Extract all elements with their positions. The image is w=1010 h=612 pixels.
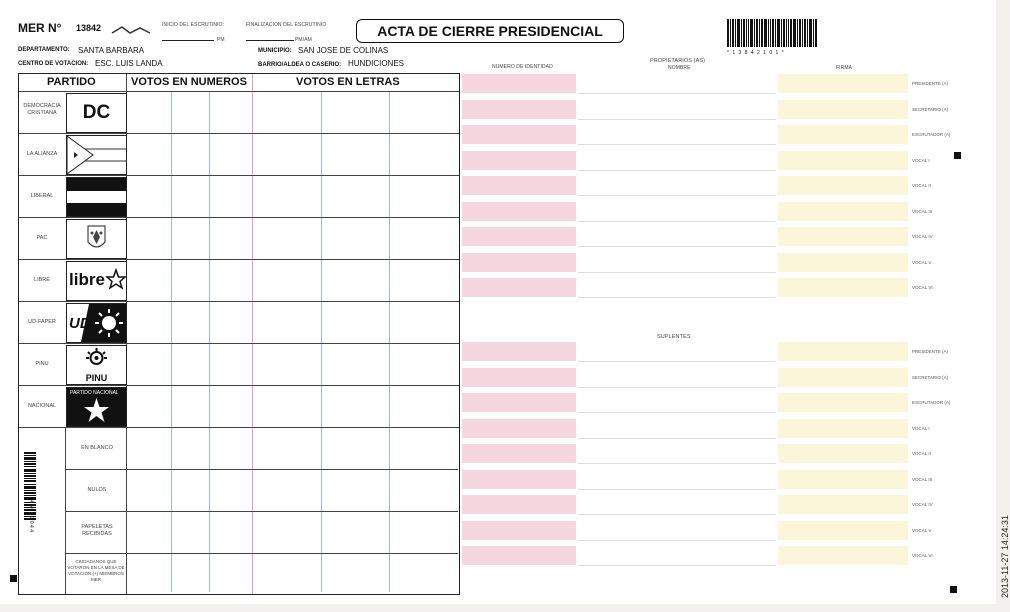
party-row [19,175,459,217]
registration-mark [954,152,961,159]
identidad-field[interactable] [462,176,576,195]
alianza-flag-icon [66,135,127,175]
identidad-field[interactable] [462,546,576,565]
final-line [246,40,294,41]
identidad-field[interactable] [462,419,576,438]
nombre-field[interactable] [578,119,776,120]
identidad-field[interactable] [462,253,576,272]
party-name: LIBRE [34,277,50,283]
identidad-field[interactable] [462,74,576,93]
party-row [19,259,459,301]
nulos-label: NULOS [87,487,107,493]
nombre-field[interactable] [578,489,776,490]
nombre-field[interactable] [578,361,776,362]
inicio-label: INICIO DEL ESCRUTINIO: [162,22,225,28]
role-label: VOCAL VI [912,285,933,290]
role-label: VOCAL V [912,259,932,265]
col-letras: VOTOS EN LETRAS [296,76,400,88]
party-name: NACIONAL [27,403,57,409]
en-blanco-label: EN BLANCO [81,445,113,451]
identidad-field[interactable] [462,151,576,170]
role-label: VOCAL VI [912,553,933,558]
form-title: ACTA DE CIERRE PRESIDENCIAL [356,19,624,43]
pinu-logo-icon [66,345,127,385]
pinu-logo-text: PINU [85,373,108,383]
dc-logo-icon: DC [66,93,127,133]
nombre-field[interactable] [578,438,776,439]
role-label: VOCAL IV [912,234,933,239]
identidad-field[interactable] [462,100,576,119]
barrio-value: HUNDICIONES [348,59,405,68]
party-row [19,133,459,175]
nombre-field[interactable] [578,514,776,515]
party-name: UD-FAPER [28,319,56,325]
role-label: VOCAL II [912,183,931,188]
nombre-field[interactable] [578,170,776,171]
pac-emblem-icon [66,219,127,259]
identidad-field[interactable] [462,470,576,489]
papeletas-label: PAPELETAS RECIBIDAS [81,524,113,537]
nombre-field[interactable] [578,93,776,94]
mer-label: MER N° [18,21,62,35]
identidad-field[interactable] [462,125,576,144]
firma-field[interactable] [778,125,908,144]
libre-logo-icon [66,261,127,301]
role-label: VOCAL II [912,451,931,456]
liberal-flag-icon [66,177,127,217]
firma-field[interactable] [778,151,908,170]
firma-field[interactable] [778,444,908,463]
party-name: LA ALIANZA [26,151,58,157]
centro-label: CENTRO DE VOTACION: [18,61,89,67]
identidad-field[interactable] [462,202,576,221]
nombre-field[interactable] [578,387,776,388]
departamento-label: DEPARTAMENTO: [18,47,70,53]
tse-logo-icon [110,22,152,32]
firma-field[interactable] [778,253,908,272]
party-name: PAC [36,235,48,241]
final-label: FINALIZACION DEL ESCRUTINIO [246,22,327,28]
firma-field[interactable] [778,202,908,221]
role-label: VOCAL I [912,425,930,431]
col-numeros: VOTOS EN NUMEROS [131,76,247,88]
firma-field[interactable] [778,227,908,246]
nombre-field[interactable] [578,412,776,413]
party-row [19,91,459,133]
propietarios-title: PROPIETARIOS (AS) [650,58,706,64]
nacional-logo-icon [66,387,127,427]
firma-field[interactable] [778,100,908,119]
inicio-line [162,40,214,41]
row-line [65,469,458,470]
party-name: LIBERAL [30,193,54,199]
row-line [65,511,458,512]
registration-mark [10,575,17,582]
col-firma: FIRMA [836,65,853,71]
firma-field[interactable] [778,546,908,565]
party-row [19,217,459,259]
firma-field[interactable] [778,419,908,438]
party-row [19,343,459,385]
firma-field[interactable] [778,176,908,195]
inicio-suffix: PM [217,37,225,43]
nombre-field[interactable] [578,540,776,541]
party-row [19,385,459,427]
libre-logo-text: libre [69,270,105,289]
firma-field[interactable] [778,393,908,412]
firma-field[interactable] [778,368,908,387]
col-partido: PARTIDO [47,76,96,88]
role-label: VOCAL III [912,476,933,482]
party-name: PINU [35,361,49,367]
col-nombre: NOMBRE [668,65,691,71]
firma-field[interactable] [778,74,908,93]
firma-field[interactable] [778,342,908,361]
barrio-label: BARRIO/ALDEA O CASERIO: [258,62,342,68]
identidad-field[interactable] [462,495,576,514]
side-barcode-text: 4 5 6 2 1 0 4 4 [28,500,34,532]
role-label: VOCAL III [912,208,933,214]
mer-number: 13842 [76,23,102,33]
identidad-field[interactable] [462,278,576,297]
side-print-mark: . [8,283,12,285]
departamento-value: SANTA BARBARA [78,46,145,55]
nombre-field[interactable] [578,565,776,566]
role-label: SECRETARIO (A) [912,106,949,112]
votes-table [18,73,460,595]
identidad-field[interactable] [462,444,576,463]
header-barcode-text: * 1 3 8 4 2 1 0 1 * [727,50,785,56]
final-suffix: PM/AM [295,37,312,43]
identidad-field[interactable] [462,521,576,540]
summary-rows [19,427,459,596]
firma-field[interactable] [778,521,908,540]
ud-logo-text: UD [69,315,91,332]
header-barcode [727,19,818,47]
nacional-logo-text: PARTIDO NACIONAL [70,390,119,396]
role-label: ESCRUTADOR (A) [912,400,951,405]
firma-field[interactable] [778,495,908,514]
centro-value: ESC. LUIS LANDA [95,59,163,68]
ud-logo-icon [66,303,127,343]
role-label: ESCRUTADOR (A) [912,132,951,137]
party-name: DEMOCRACIA CRISTIANA [23,103,61,116]
role-label: SECRETARIO (A) [912,374,949,380]
identidad-field[interactable] [462,342,576,361]
municipio-value: SAN JOSE DE COLINAS [298,46,389,55]
ciudadanos-label: CIUDADANOS QUE VOTARON EN LA MESA DE VOTACIÓN (+) MIEMBROS MER [67,559,125,582]
role-label: VOCAL V [912,527,932,533]
identidad-field[interactable] [462,227,576,246]
nombre-field[interactable] [578,272,776,273]
role-label: VOCAL IV [912,502,933,507]
nombre-field[interactable] [578,246,776,247]
role-label: PRESIDENTE (A) [912,81,949,86]
nombre-field[interactable] [578,221,776,222]
registration-mark [950,586,957,593]
role-label: VOCAL I [912,157,930,163]
col-identidad: NUMERO DE IDENTIDAD [492,64,553,70]
party-row [19,301,459,343]
firma-field[interactable] [778,278,908,297]
nombre-field[interactable] [578,144,776,145]
nombre-field[interactable] [578,195,776,196]
nombre-field[interactable] [578,297,776,298]
scan-timestamp: 2013-11-27 14:24:31 [1000,515,1010,598]
identidad-field[interactable] [462,393,576,412]
municipio-label: MUNICIPIO: [258,48,292,54]
firma-field[interactable] [778,470,908,489]
suplentes-title: SUPLENTES [657,334,691,340]
row-line [65,553,458,554]
role-label: PRESIDENTE (A) [912,349,949,354]
nombre-field[interactable] [578,463,776,464]
identidad-field[interactable] [462,368,576,387]
